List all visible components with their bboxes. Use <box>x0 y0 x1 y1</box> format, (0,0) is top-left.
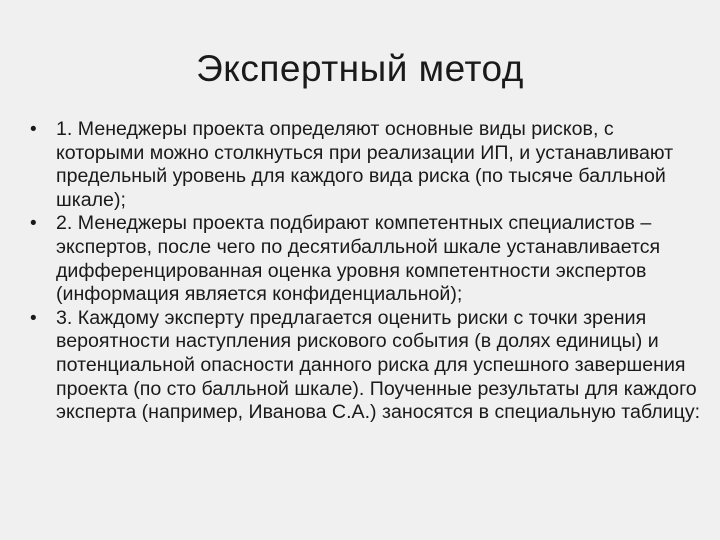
bullet-marker: • <box>30 213 37 235</box>
bullet-marker: • <box>30 119 37 140</box>
bullet-text: 2. Менеджеры проекта подбирают компетентных специалистов – экспертов, после чего по десятибалльной шкале устанавливается дифференцированная оценка уровня компетентности экспертов (информация является конфиденциальной); <box>56 212 661 306</box>
bullet-item-1 <box>30 118 702 212</box>
bullet-marker: • <box>30 307 37 329</box>
bullet-item-2 <box>30 212 702 306</box>
bullet-list <box>30 118 702 425</box>
bullet-item-3 <box>30 307 702 425</box>
bullet-text: 1. Менеджеры проекта определяют основные виды рисков, с которыми можно столкнуться при реализации ИП, и устанавливают предельный уровень для каждого вида риска (по тысяче балльной шкале); <box>56 118 674 211</box>
slide-title: Экспертный метод <box>196 48 524 89</box>
bullet-text: 3. Каждому эксперту предлагается оценить риски с точки зрения вероятности наступления рискового события (в долях единицы) и потенциальной опасности данного риска для успешного завершения проекта (по сто балльной шкале). Поученные результаты для каждого эксперта (например, Иванова С.А.) заносятся в специальную таблицу: <box>56 306 701 424</box>
